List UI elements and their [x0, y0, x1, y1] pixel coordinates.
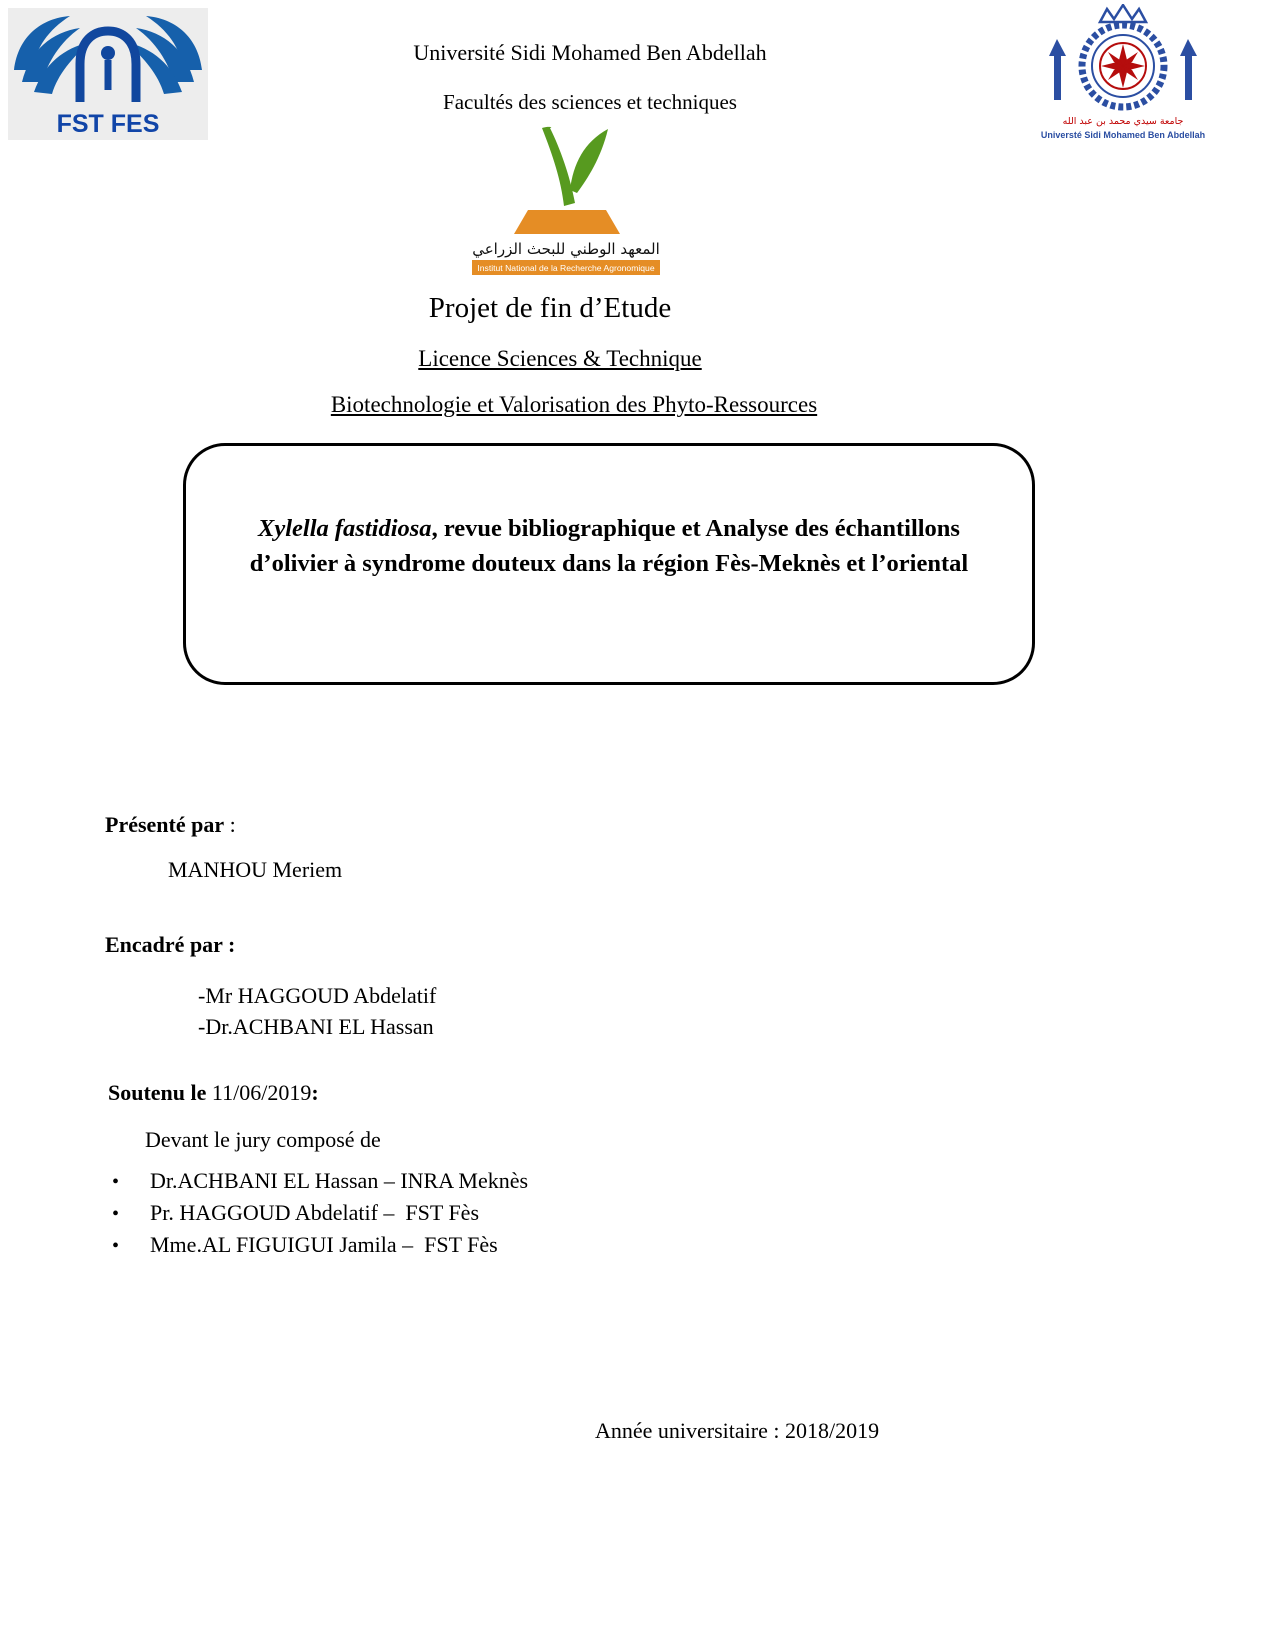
usmba-caption: Universté Sidi Mohamed Ben Abdellah [1040, 130, 1206, 140]
specialty-title: Biotechnologie et Valorisation des Phyto-Ressources [330, 392, 818, 417]
fst-logo-text: FST FES [56, 110, 160, 138]
defense-date: 11/06/2019 [206, 1080, 312, 1105]
inra-logo [458, 118, 674, 281]
defense-date-line [108, 1080, 319, 1106]
inra-logo-graphic [458, 118, 674, 276]
university-name: Université Sidi Mohamed Ben Abdellah [413, 40, 767, 65]
project-title: Projet de fin d’Etude [428, 292, 672, 324]
jury-member-row [112, 1200, 528, 1232]
jury-member: Pr. HAGGOUD Abdelatif – FST Fès [150, 1200, 480, 1225]
inra-arabic-name: المعهد الوطني للبحث الزراعي [472, 240, 660, 258]
author-name: MANHOU Meriem [168, 857, 343, 882]
supervisor-list [198, 980, 436, 1042]
jury-member-row [112, 1232, 528, 1264]
jury-member-row [112, 1168, 528, 1200]
supervisor-item: -Mr HAGGOUD Abdelatif [198, 983, 437, 1008]
supervised-by-label-text: Encadré par [105, 932, 223, 957]
thesis-title-box [183, 443, 1035, 685]
degree-title: Licence Sciences & Technique [418, 346, 702, 371]
jury-member: Dr.ACHBANI EL Hassan – INRA Meknès [150, 1168, 529, 1193]
usmba-logo-graphic [1032, 4, 1214, 154]
plant-icon [542, 127, 608, 206]
presented-by-label [105, 812, 236, 838]
bullet-icon: • [112, 1171, 120, 1193]
supervised-by-label [105, 932, 235, 958]
presented-by-colon: : [224, 812, 236, 837]
usmba-arabic-caption: جامعة سيدي محمد بن عبد الله [1062, 116, 1184, 127]
thesis-title-rest: , revue bibliographique et Analyse des échantillons d’olivier à syndrome douteux dans la région Fès-Meknès et l’oriental [249, 515, 969, 577]
defense-label: Soutenu le [108, 1080, 207, 1105]
supervisor-item: -Dr.ACHBANI EL Hassan [198, 1014, 434, 1039]
defense-colon: : [311, 1080, 319, 1105]
thesis-title-species: Xylella fastidiosa [258, 515, 432, 542]
plant-base-icon [514, 210, 620, 234]
presented-by-label-text: Présenté par [105, 812, 225, 837]
crown-icon [1100, 5, 1146, 22]
jury-intro: Devant le jury composé de [145, 1127, 381, 1152]
faculty-name: Facultés des sciences et techniques [443, 90, 737, 114]
thesis-title [212, 512, 1006, 582]
bullet-icon: • [112, 1203, 120, 1225]
header-text [220, 40, 960, 115]
academic-year: Année universitaire : 2018/2019 [595, 1418, 880, 1443]
supervised-by-colon: : [222, 932, 236, 957]
jury-list [112, 1168, 528, 1264]
jury-member: Mme.AL FIGUIGUI Jamila – FST Fès [150, 1232, 498, 1257]
inra-caption: Institut National de la Recherche Agronomique [477, 263, 655, 273]
fst-fes-logo [8, 8, 208, 140]
usmba-logo [1032, 4, 1214, 154]
bullet-icon: • [112, 1235, 120, 1257]
fst-fes-logo-graphic [8, 8, 208, 140]
